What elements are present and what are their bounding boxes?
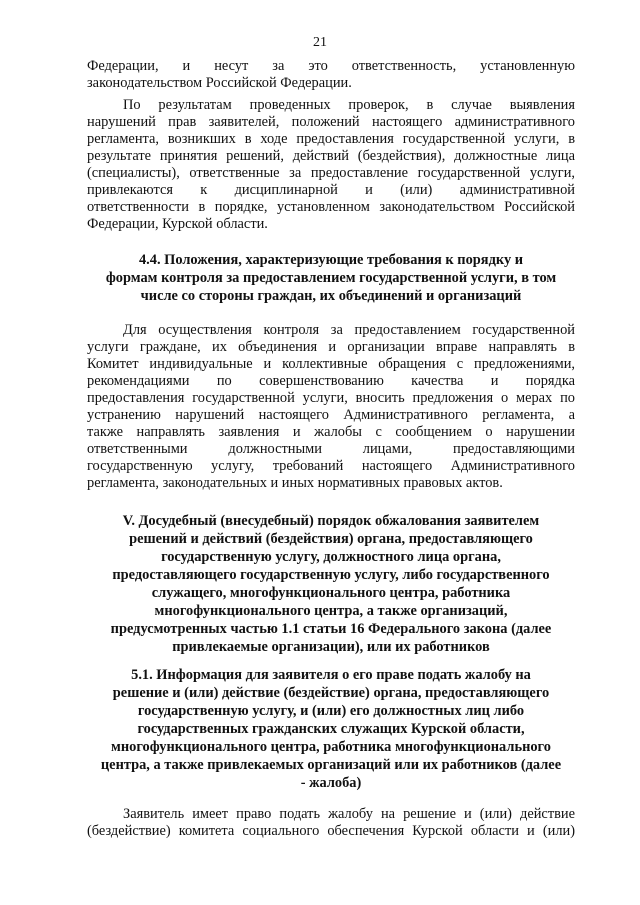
- text-line: результате принятия решений, действий (бездействия), должностные лица: [87, 148, 575, 164]
- section-heading-v: [87, 512, 575, 656]
- text-line: Заявитель имеет право подать жалобу на решение и (или) действие: [123, 806, 575, 822]
- text-line: также направлять заявления и жалобы с сообщением о нарушении: [87, 424, 575, 440]
- heading-line: центра, а также привлекаемых организаций или их работников (далее: [100, 757, 562, 773]
- heading-line: 4.4. Положения, характеризующие требования к порядку и: [138, 252, 524, 268]
- heading-line: решений и действий (бездействия) органа, предоставляющего: [129, 531, 533, 547]
- heading-line: предоставляющего государственную услугу, либо государственного: [112, 567, 550, 583]
- heading-line: 5.1. Информация для заявителя о его праве подать жалобу на: [131, 667, 531, 683]
- text-line: устранению нарушений настоящего Административного регламента, а: [87, 407, 575, 423]
- text-line: Для осуществления контроля за предоставлением государственной: [123, 322, 575, 338]
- heading-line: привлекаемые организации), или их работников: [172, 639, 490, 655]
- paragraph-control: [87, 322, 575, 492]
- page-number: 21: [313, 35, 327, 50]
- text-line: регламента, законодательных и иных нормативных правовых актов.: [87, 475, 503, 491]
- section-heading-4-4: [87, 251, 575, 305]
- text-line: регламента, возникших в ходе предоставления государственной услуги, в: [87, 131, 575, 147]
- text-line: нарушений прав заявителей, положений настоящего административного: [87, 114, 575, 130]
- text-line: Федерации, и несут за это ответственность, установленную: [87, 58, 575, 74]
- text-line: ответственными должностными лицами, предоставляющими: [87, 441, 575, 457]
- text-line: (специалисты), ответственные за предоставление государственной услуги,: [87, 165, 575, 181]
- text-line: законодательством Российской Федерации.: [87, 75, 352, 91]
- heading-line: служащего, многофункционального центра, работника: [151, 585, 511, 601]
- text-line: По результатам проведенных проверок, в случае выявления: [123, 97, 575, 113]
- heading-line: государственных гражданских служащих Курской области,: [137, 721, 525, 737]
- heading-line: предусмотренных частью 1.1 статьи 16 Федерального закона (далее: [110, 621, 552, 637]
- section-heading-5-1: [87, 666, 575, 792]
- text-line: предоставления государственной услуги, вносить предложения о мерах по: [87, 390, 575, 406]
- text-line: государственную услугу, требований настоящего Административного: [87, 458, 575, 474]
- text-line: рекомендациями по совершенствованию качества и порядка: [87, 373, 575, 389]
- text-line: Федерации, Курской области.: [87, 216, 268, 232]
- heading-line: многофункционального центра, а также организаций,: [154, 603, 508, 619]
- heading-line: - жалоба): [300, 775, 362, 791]
- text-line: ответственности в порядке, установленном законодательством Российской: [87, 199, 575, 215]
- heading-line: V. Досудебный (внесудебный) порядок обжалования заявителем: [122, 513, 540, 529]
- heading-line: числе со стороны граждан, их объединений и организаций: [140, 288, 522, 304]
- heading-line: государственную услугу, и (или) его должностных лиц либо: [137, 703, 525, 719]
- paragraph-complaint-right: [87, 806, 575, 840]
- heading-line: формам контроля за предоставлением государственной услуги, в том: [105, 270, 557, 286]
- text-line: привлекаются к дисциплинарной и (или) административной: [87, 182, 575, 198]
- text-line: (бездействие) комитета социального обеспечения Курской области и (или): [87, 823, 575, 839]
- text-line: услуги граждане, их объединения и организации вправе направлять в: [87, 339, 575, 355]
- heading-line: государственную услугу, должностного лица органа,: [161, 549, 501, 565]
- heading-line: многофункционального центра, работника многофункционального: [111, 739, 551, 755]
- paragraph-results: [87, 97, 575, 233]
- text-line: Комитет индивидуальные и коллективные обращения с предложениями,: [87, 356, 575, 372]
- paragraph-intro: [87, 58, 575, 92]
- heading-line: решение и (или) действие (бездействие) органа, предоставляющего: [112, 685, 550, 701]
